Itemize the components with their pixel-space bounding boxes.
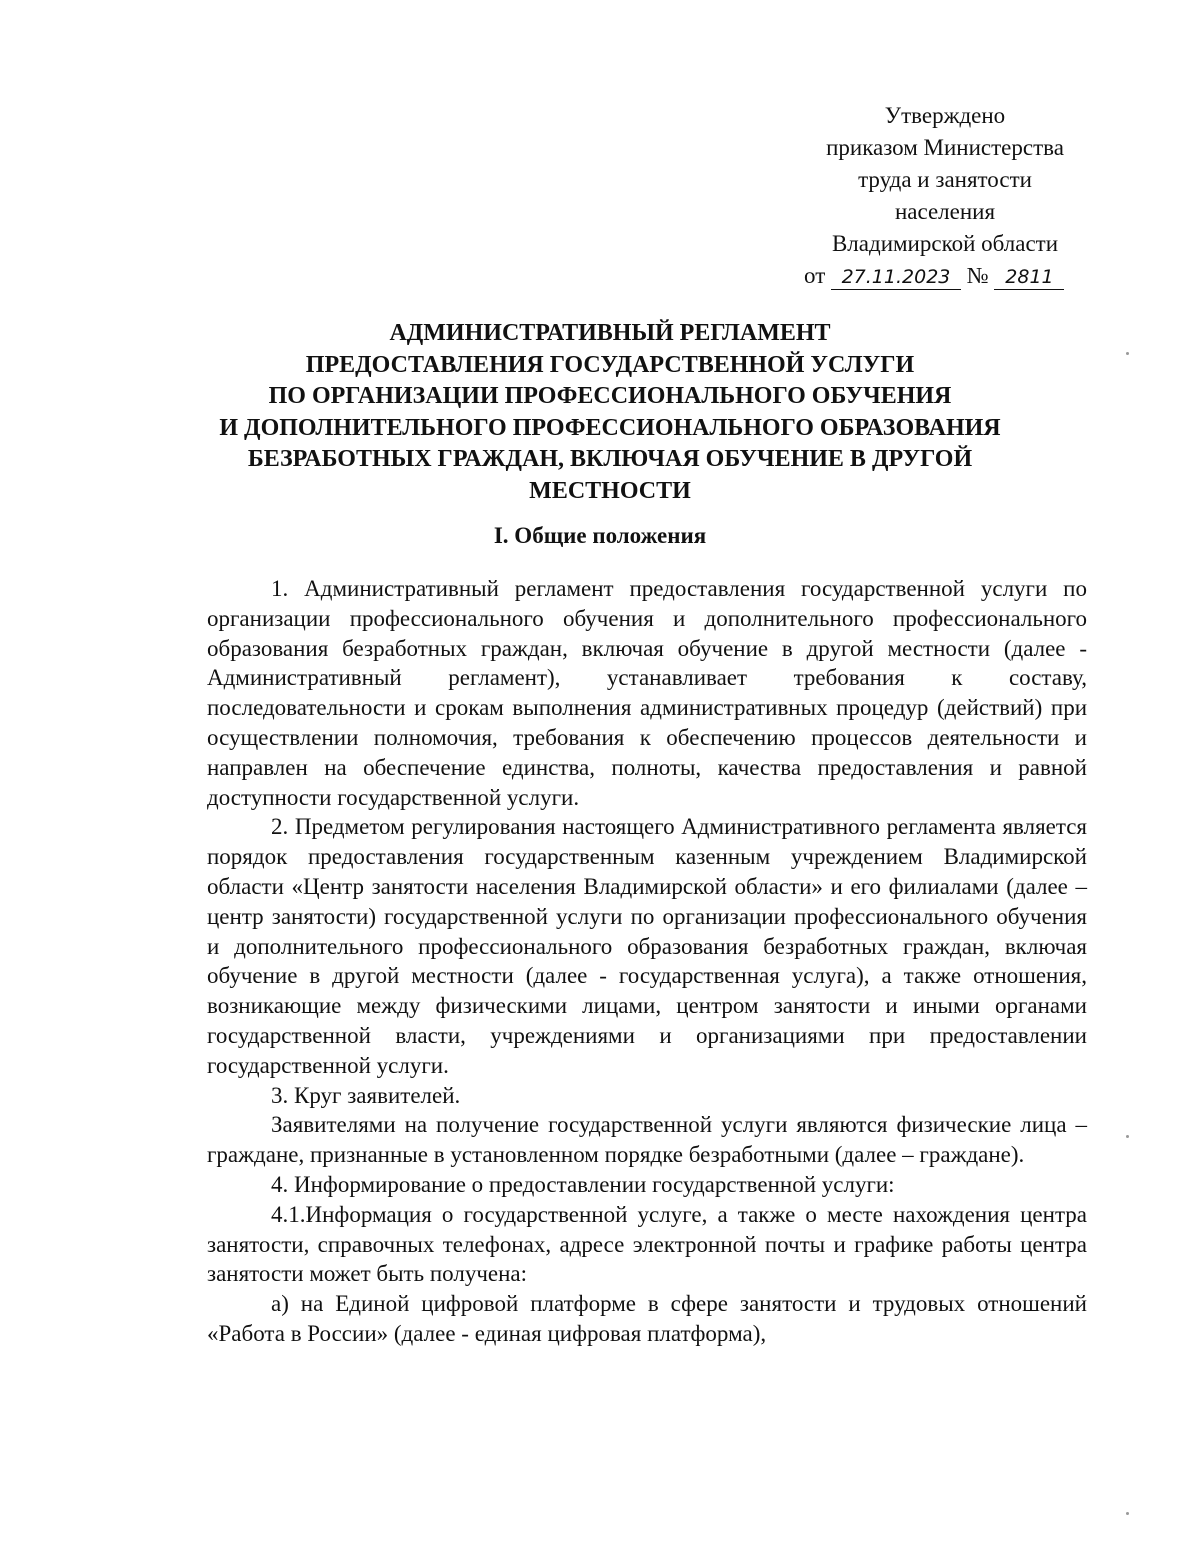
document-body: [207, 574, 1087, 1349]
number-prefix: №: [966, 263, 989, 288]
paragraph-1: 1. Административный регламент предоставления государственной услуги по организации профессионального обучения и дополнительного профессионального образования безработных граждан, включая обучение в другой местности (далее - Административный регламент), устанавливает требования к составу, последовательности и срокам выполнения административных процедур (действий) при осуществлении полномочия, требования к обеспечению процессов деятельности и направлен на обеспечение единства, полноты, качества предоставления и равной доступности государственной услуги.: [207, 576, 1087, 810]
title-line: ПО ОРГАНИЗАЦИИ ПРОФЕССИОНАЛЬНОГО ОБУЧЕНИЯ: [268, 383, 952, 409]
paragraph-4-1-a: а) на Единой цифровой платформе в сфере занятости и трудовых отношений «Работа в России» (далее - единая цифровая платформа),: [207, 1291, 1087, 1346]
title-line: И ДОПОЛНИТЕЛЬНОГО ПРОФЕССИОНАЛЬНОГО ОБРАЗОВАНИЯ: [219, 414, 1001, 441]
scan-speck: [1126, 352, 1129, 355]
approval-stamp: [780, 100, 1110, 292]
handwritten-date: 27.11.2023: [831, 265, 961, 290]
scan-speck: [1126, 1512, 1129, 1515]
paragraph-3: 3. Круг заявителей.: [271, 1082, 461, 1108]
approval-line: Утверждено: [884, 103, 1006, 128]
date-prefix: от: [804, 263, 826, 288]
title-line: ПРЕДОСТАВЛЕНИЯ ГОСУДАРСТВЕННОЙ УСЛУГИ: [305, 351, 915, 378]
approval-line: населения: [894, 199, 996, 224]
title-line: АДМИНИСТРАТИВНЫЙ РЕГЛАМЕНТ: [389, 320, 831, 346]
paragraph-applicants: Заявителями на получение государственной услуги являются физические лица – граждане, признанные в установленном порядке безработными (далее – граждане).: [207, 1112, 1087, 1168]
section-heading: I. Общие положения: [493, 523, 707, 548]
paragraph-2: 2. Предметом регулирования настоящего Административного регламента является порядок предоставления государственным казенным учреждением Владимирской области «Центр занятости населения Владимирской области» и его филиалами (далее – центр занятости) государственной услуги по организации профессионального обучения и дополнительного профессионального образования безработных граждан, включая обучение в другой местности (далее - государственная услуга), а также отношения, возникающие между физическими лицами, центром занятости и иными органами государственной власти, учреждениями и организациями при предоставлении государственной услуги.: [207, 814, 1087, 1078]
paragraph-4: 4. Информирование о предоставлении государственной услуги:: [271, 1171, 895, 1197]
approval-line: Владимирской области: [831, 231, 1059, 256]
approval-line: приказом Министерства: [826, 135, 1064, 160]
scan-speck: [1126, 1135, 1129, 1138]
title-line: БЕЗРАБОТНЫХ ГРАЖДАН, ВКЛЮЧАЯ ОБУЧЕНИЕ В ДРУГОЙ: [247, 446, 973, 472]
document-title: [140, 318, 1080, 507]
title-line: МЕСТНОСТИ: [529, 477, 691, 504]
paragraph-4-1: 4.1.Информация о государственной услуге, а также о месте нахождения центра занятости, справочных телефонах, адресе электронной почты и графике работы центра занятости может быть получена:: [207, 1201, 1087, 1287]
approval-date-line: [780, 260, 1110, 292]
handwritten-number: 2811: [994, 265, 1064, 290]
approval-line: труда и занятости: [858, 167, 1032, 192]
